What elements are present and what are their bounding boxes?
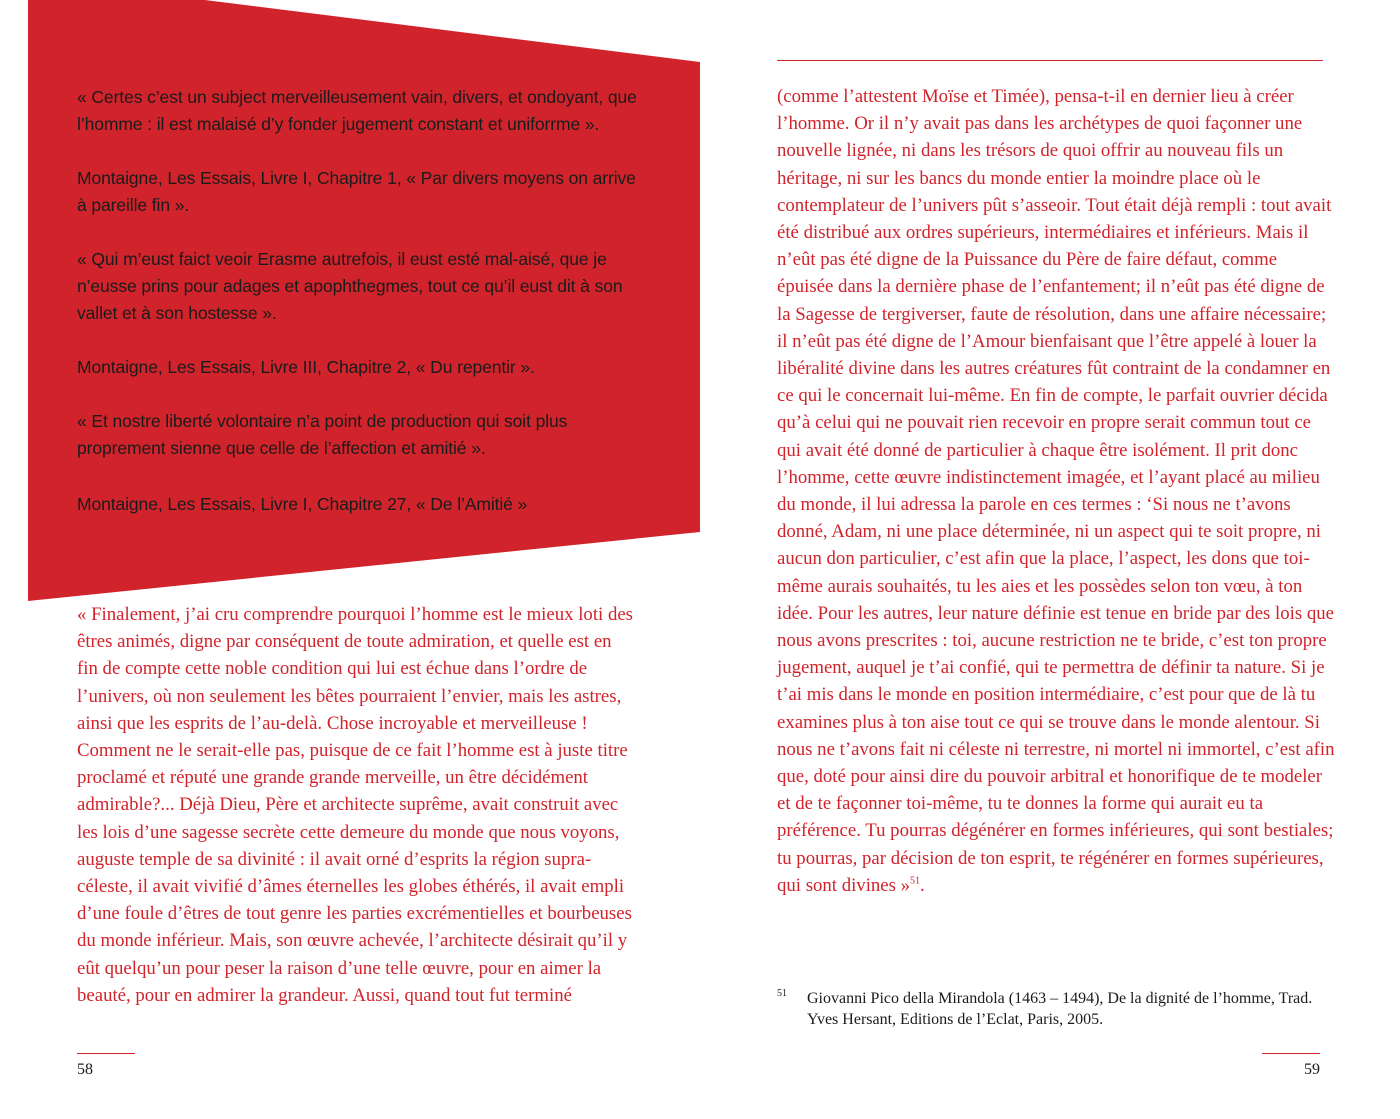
quote-montaigne-1: « Certes c’est un subject merveilleusement vain, divers, et ondoyant, que l’homme : il est malaisé d’y fonder jugement constant et uniforrme ». <box>77 87 637 134</box>
page-number-rule <box>1262 1053 1320 1054</box>
right-body-text <box>777 83 1337 899</box>
quote-panel <box>0 0 700 605</box>
page-number-left: 58 <box>77 1061 93 1078</box>
quote-citation-2: Montaigne, Les Essais, Livre III, Chapitre 2, « Du repentir ». <box>77 357 535 377</box>
page-number-right: 59 <box>1304 1061 1320 1078</box>
quote-montaigne-2: « Qui m’eust faict veoir Erasme autrefois, il eust esté mal-aisé, que je n’eusse prins pour adages et apophthegmes, tout ce qu’il eust dit à son vallet et à son hostesse ». <box>77 249 623 323</box>
footnote-number: 51 <box>777 988 787 999</box>
quote-citation-3: Montaigne, Les Essais, Livre I, Chapitre 27, « De l’Amitié » <box>77 494 528 514</box>
top-rule <box>777 60 1323 61</box>
quote-montaigne-3: « Et nostre liberté volontaire n’a point de production qui soit plus proprement sienne que celle de l’affection et amitié ». <box>77 411 568 458</box>
footnote <box>777 988 1337 1030</box>
quote-citation-1: Montaigne, Les Essais, Livre I, Chapitre 1, « Par divers moyens on arrive à pareille fin ». <box>77 168 636 215</box>
footnote-reference[interactable]: 51 <box>910 875 921 887</box>
right-page <box>700 0 1400 1119</box>
body-end-punctuation: . <box>920 874 925 896</box>
page-number-rule <box>77 1053 135 1054</box>
right-body-content: (comme l’attestent Moïse et Timée), pensa-t-il en dernier lieu à créer l’homme. Or il n’y avait pas dans les archétypes de quoi façonner une nouvelle lignée, ni dans les trésors de quoi offrir au nouveau fils un héritage, ni sur les bancs du monde entier la moindre place où le contemplateur de l’univers pût s’asseoir. Tout était déjà rempli : tout avait été distribué aux ordres supérieurs, intermédiaires et inférieurs. Mais il n’eût pas été digne de la Puissance du Père de faire défaut, comme épuisée dans la dernière phase de l’enfantement; il n’eût pas été digne de la Sagesse de tergiverser, faute de résolution, dans une affaire nécessaire; il n’eût pas été digne de l’Amour bienfaisant que l’être appelé à louer la libéralité divine dans les autres créatures fût contraint de la condamner en ce qui le concernait lui-même. En fin de compte, le parfait ouvrier décida qu’à celui qui ne pouvait rien recevoir en propre serait commun tout ce qui avait été donné de particulier à chaque être isolément. Il prit donc l’homme, cette œuvre indistinctement imagée, et l’ayant placé au milieu du monde, il lui adressa la parole en ces termes : ‘Si nous ne t’avons donné, Adam, ni une place déterminée, ni un aspect qui te soit propre, ni aucun don particulier, c’est afin que la place, l’aspect, les dons que toi-même aurais souhaités, tu les aies et les possèdes selon ton vœu, à ton idée. Pour les autres, leur nature définie est tenue en bride par des lois que nous avons prescrites : toi, aucune restriction ne te bride, c’est ton propre jugement, auquel je t’ai confié, qui te permettra de définir ta nature. Si je t’ai mis dans le monde en position intermédiaire, c’est pour que de là tu examines plus à ton aise tout ce qui se trouve dans le monde alentour. Si nous ne t’avons fait ni céleste ni terrestre, ni mortel ni immortel, c’est afin que, doté pour ainsi dire du pouvoir arbitral et honorifique de te modeler et de te façonner toi-même, tu te donnes la forme qui aurait eu ta préférence. Tu pourras dégénérer en formes inférieures, qui sont bestiales; tu pourras, par décision de ton esprit, te régénérer en formes supérieures, qui sont divines » <box>777 86 1335 896</box>
footnote-text: Giovanni Pico della Mirandola (1463 – 1494), De la dignité de l’homme, Trad. Yves Hersant, Editions de l’Eclat, Paris, 2005. <box>807 990 1313 1028</box>
left-body-text: « Finalement, j’ai cru comprendre pourquoi l’homme est le mieux loti des êtres animés, digne par conséquent de toute admiration, et quelle est en fin de compte cette noble condition qui lui est échue dans l’ordre de l’univers, où non seulement les bêtes pourraient l’envier, mais les astres, ainsi que les esprits de l’au-delà. Chose incroyable et merveilleuse ! Comment ne le serait-elle pas, puisque de ce fait l’homme est à juste titre proclamé et réputé une grande grande merveille, un être décidément admirable?... Déjà Dieu, Père et architecte suprême, avait construit avec les lois d’une sagesse secrète cette demeure du monde que nous voyons, auguste temple de sa divinité : il avait orné d’esprits la région supra-céleste, il avait vivifié d’âmes éternelles les globes éthérés, il avait empli d’une foule d’êtres de tout genre les parties excrémentielles et bourbeuses du monde inférieur. Mais, son œuvre achevée, l’architecte désirait qu’il y eût quelqu’un pour peser la raison d’une telle œuvre, pour en aimer la beauté, pour en admirer la grandeur. Aussi, quand tout fut terminé <box>77 604 633 1006</box>
